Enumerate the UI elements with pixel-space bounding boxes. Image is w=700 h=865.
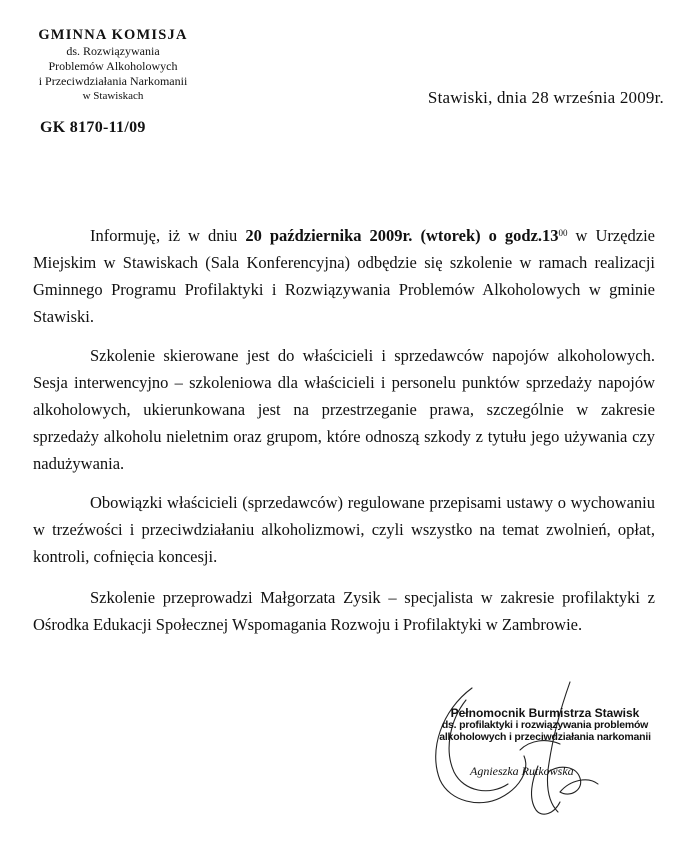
time-minutes-superscript: 00 — [558, 228, 568, 238]
paragraph-2: Szkolenie skierowane jest do właścicieli i sprzedawców napojów alkoholowych. Sesja interwencyjno – szkoleniowa dla właścicieli i personelu punktów sprzedaży napojów alkoholowych, ukierunkowana jest na przestrzeganie prawa, szczególnie w zakresie sprzedaży alkoholu nieletnim oraz grupom, które odnoszą szkody z tytułu jego używania czy nadużywania. — [33, 346, 655, 473]
letter-body — [33, 222, 655, 650]
paragraph-1-rest: w Urzędzie Miejskim w Stawiskach (Sala Konferencyjna) odbędzie się szkolenie w ramach realizacji Gminnego Programu Profilaktyki i Rozwiązywania Problemów Alkoholowych w gminie Stawiski. — [33, 226, 655, 326]
letterhead-line-3: i Przeciwdziałania Narkomanii — [38, 74, 188, 88]
letterhead-line-2: Problemów Alkoholowych — [48, 59, 178, 73]
paragraph-1-intro: Informuję, iż w dniu — [90, 226, 246, 245]
event-date-time: 20 października 2009r. (wtorek) o godz.13 — [245, 226, 559, 245]
stamp-title: Pełnomocnik Burmistrza Stawisk — [450, 706, 640, 720]
letterhead-line-1: ds. Rozwiązywania — [66, 44, 160, 58]
handwritten-signature — [420, 680, 620, 820]
stamp-line-3: alkoholowych i przeciwdziałania narkomanii — [439, 731, 651, 743]
signatory-name: Agnieszka Rutkowska — [470, 764, 574, 778]
letterhead-location: w Stawiskach — [82, 90, 144, 102]
paragraph-1 — [33, 222, 655, 330]
official-stamp — [425, 707, 665, 743]
paragraph-4: Szkolenie przeprowadzi Małgorzata Zysik – specjalista w zakresie profilaktyki z Ośrodka Edukacji Społecznej Wspomagania Rozwoju i Profilaktyki w Zambrowie. — [33, 588, 655, 634]
paragraph-3: Obowiązki właścicieli (sprzedawców) regulowane przepisami ustawy o wychowaniu w trzeźwości i przeciwdziałaniu alkoholizmowi, czyli wszystko na temat zwolnień, opłat, kontroli, cofnięcia koncesji. — [33, 493, 655, 566]
stamp-line-2: ds. profilaktyki i rozwiązywania problemów — [441, 719, 649, 731]
reference-number: GK 8170-11/09 — [40, 119, 146, 136]
place-and-date: Stawiski, dnia 28 września 2009r. — [427, 88, 664, 107]
letterhead-organization: GMINNA KOMISJA — [38, 27, 188, 43]
letterhead — [2, 28, 224, 104]
